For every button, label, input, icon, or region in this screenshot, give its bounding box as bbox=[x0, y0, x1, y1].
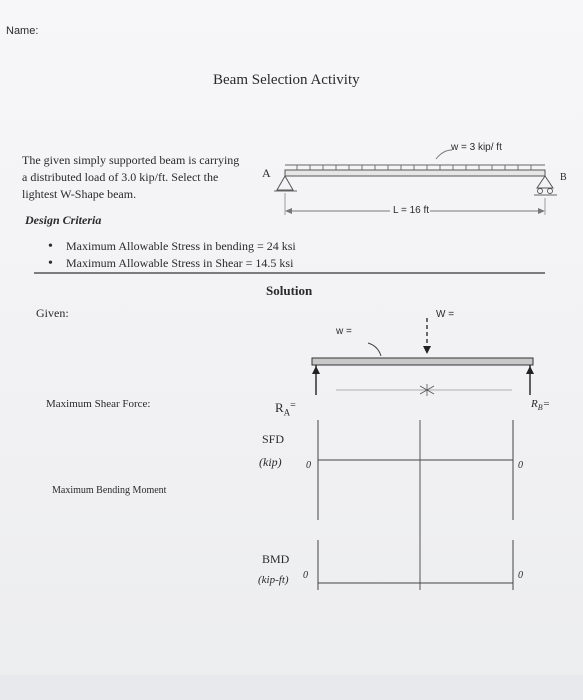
bmd-axes bbox=[318, 540, 513, 590]
sfd-unit-label: (kip) bbox=[259, 455, 282, 469]
beam-figure bbox=[274, 150, 557, 215]
distributed-load-label: w = 3 kip/ ft bbox=[451, 142, 502, 153]
bmd-zero-right: 0 bbox=[518, 570, 523, 581]
max-moment-label: Maximum Bending Moment bbox=[52, 485, 167, 496]
page-title: Beam Selection Activity bbox=[213, 72, 360, 88]
w-distributed-label: w = bbox=[336, 326, 352, 337]
load-label-leader bbox=[436, 150, 452, 159]
w-distributed-curve bbox=[368, 343, 381, 356]
span-length-label: L = 16 ft bbox=[393, 205, 430, 216]
problem-line-2: a distributed load of 3.0 kip/ft. Select the bbox=[22, 170, 219, 184]
max-shear-label: Maximum Shear Force: bbox=[46, 398, 151, 410]
name-label: Name: bbox=[6, 25, 39, 37]
bmd-label: BMD bbox=[262, 552, 290, 566]
bmd-zero-left: 0 bbox=[303, 570, 308, 581]
sfd-axes bbox=[318, 420, 513, 520]
sfd-zero-left: 0 bbox=[306, 460, 311, 471]
sfd-zero-right: 0 bbox=[518, 460, 523, 471]
roller-support-b bbox=[537, 176, 553, 188]
solution-beam-body bbox=[312, 358, 533, 365]
problem-line-3: lightest W-Shape beam. bbox=[22, 187, 137, 201]
reaction-a-equals: = bbox=[290, 400, 296, 411]
design-criteria-heading: Design Criteria bbox=[25, 213, 102, 227]
criteria-item-bending: • Maximum Allowable Stress in bending = 24 ksi bbox=[48, 238, 296, 255]
reaction-a-subscript: A bbox=[283, 407, 291, 418]
problem-line-1: The given simply supported beam is carrying bbox=[22, 153, 240, 167]
bmd-unit-label: (kip-ft) bbox=[258, 574, 289, 586]
reaction-b-subscript: B bbox=[537, 403, 543, 413]
beam-body bbox=[285, 170, 545, 176]
reaction-b-symbol: R bbox=[531, 398, 538, 410]
solution-beam-figure bbox=[312, 318, 534, 396]
sfd-label: SFD bbox=[262, 432, 285, 446]
given-label: Given: bbox=[36, 306, 69, 320]
pin-support-a bbox=[277, 176, 293, 190]
reaction-a-symbol: R bbox=[275, 400, 284, 415]
criteria-item-shear: • Maximum Allowable Stress in Shear = 14.5 ksi bbox=[48, 255, 296, 272]
support-a-label: A bbox=[262, 166, 271, 180]
solution-heading: Solution bbox=[266, 283, 313, 298]
support-b-label: B bbox=[560, 172, 567, 183]
reaction-b-equals: = bbox=[542, 398, 551, 410]
w-point-label: W = bbox=[436, 309, 455, 320]
distributed-load-arrows bbox=[297, 165, 531, 170]
